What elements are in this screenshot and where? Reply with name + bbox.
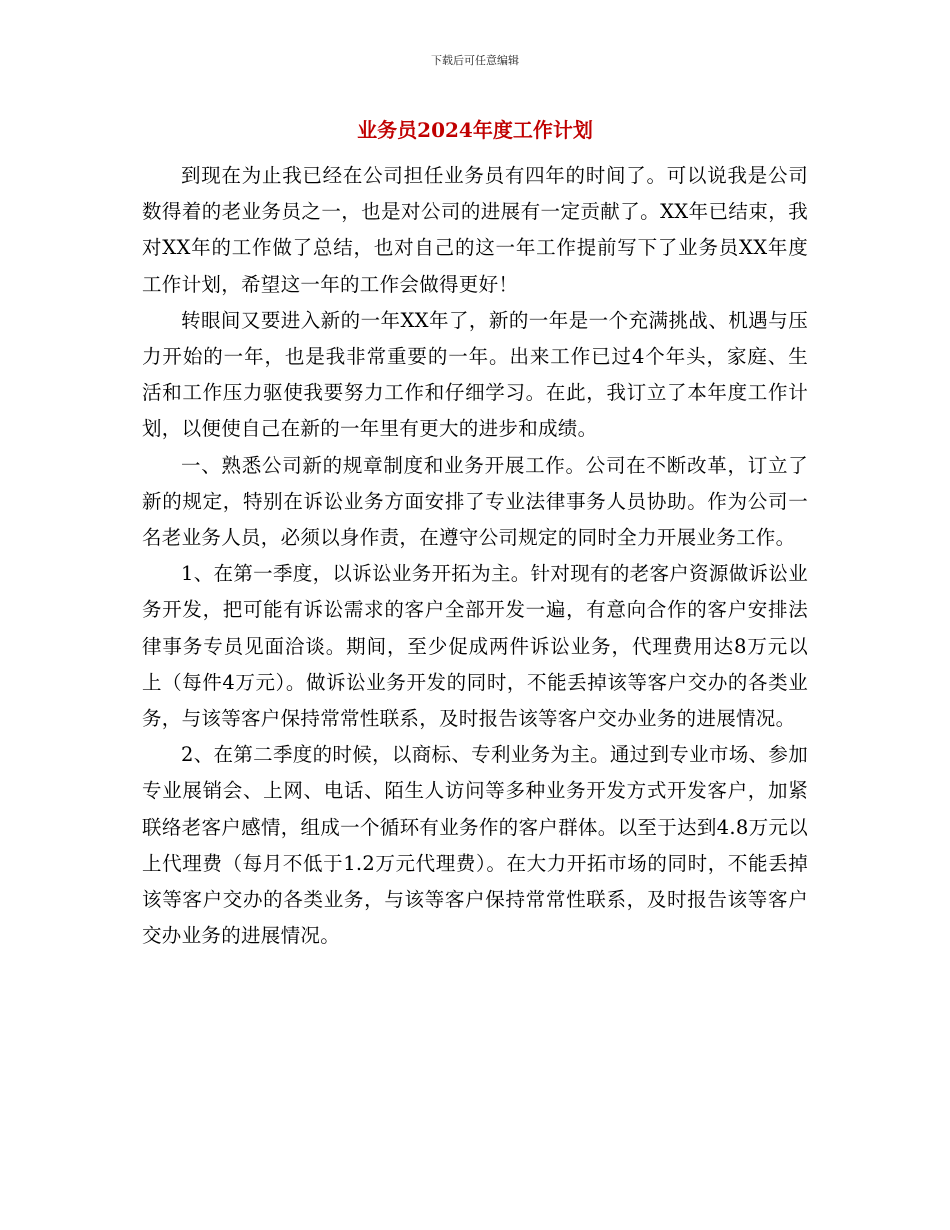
page-header-note: 下载后可任意编辑 — [431, 54, 519, 67]
paragraph-section-one: 一、熟悉公司新的规章制度和业务开展工作。公司在不断改革，订立了新的规定，特别在诉讼业务方面安排了专业法律事务人员协助。作为公司一名老业务人员，必须以身作责，在遵守公司规定的同时全力开展业务工作。 — [142, 453, 808, 550]
paragraph-item-q2: 2、在第二季度的时候，以商标、专利业务为主。通过到专业市场、参加专业展销会、上网、电话、陌生人访问等多种业务开发方式开发客户，加紧联络老客户感情，组成一个循环有业务作的客户群体。以至于达到4.8万元以上代理费（每月不低于1.2万元代理费）。在大力开拓市场的同时，不能丢掉该等客户交办的各类业务，与该等客户保持常常性联系，及时报告该等客户交办业务的进展情况。 — [142, 743, 808, 948]
paragraph-new-year: 转眼间又要进入新的一年XX年了，新的一年是一个充满挑战、机遇与压力开始的一年，也是我非常重要的一年。出来工作已过4个年头，家庭、生活和工作压力驱使我要努力工作和仔细学习。在此，我订立了本年度工作计划，以便使自己在新的一年里有更大的进步和成绩。 — [142, 308, 808, 441]
paragraph-intro: 到现在为止我已经在公司担任业务员有四年的时间了。可以说我是公司数得着的老业务员之一，也是对公司的进展有一定贡献了。XX年已结束，我对XX年的工作做了总结，也对自己的这一年工作提前写下了业务员XX年度工作计划，希望这一年的工作会做得更好！ — [142, 164, 808, 296]
document-title: 业务员2024年度工作计划 — [357, 118, 593, 142]
paragraph-item-q1: 1、在第一季度，以诉讼业务开拓为主。针对现有的老客户资源做诉讼业务开发，把可能有诉讼需求的客户全部开发一遍，有意向合作的客户安排法律事务专员见面洽谈。期间，至少促成两件诉讼业务，代理费用达8万元以上（每件4万元）。做诉讼业务开发的同时，不能丢掉该等客户交办的各类业务，与该等客户保持常常性联系，及时报告该等客户交办业务的进展情况。 — [142, 562, 808, 731]
document-body — [142, 158, 808, 954]
